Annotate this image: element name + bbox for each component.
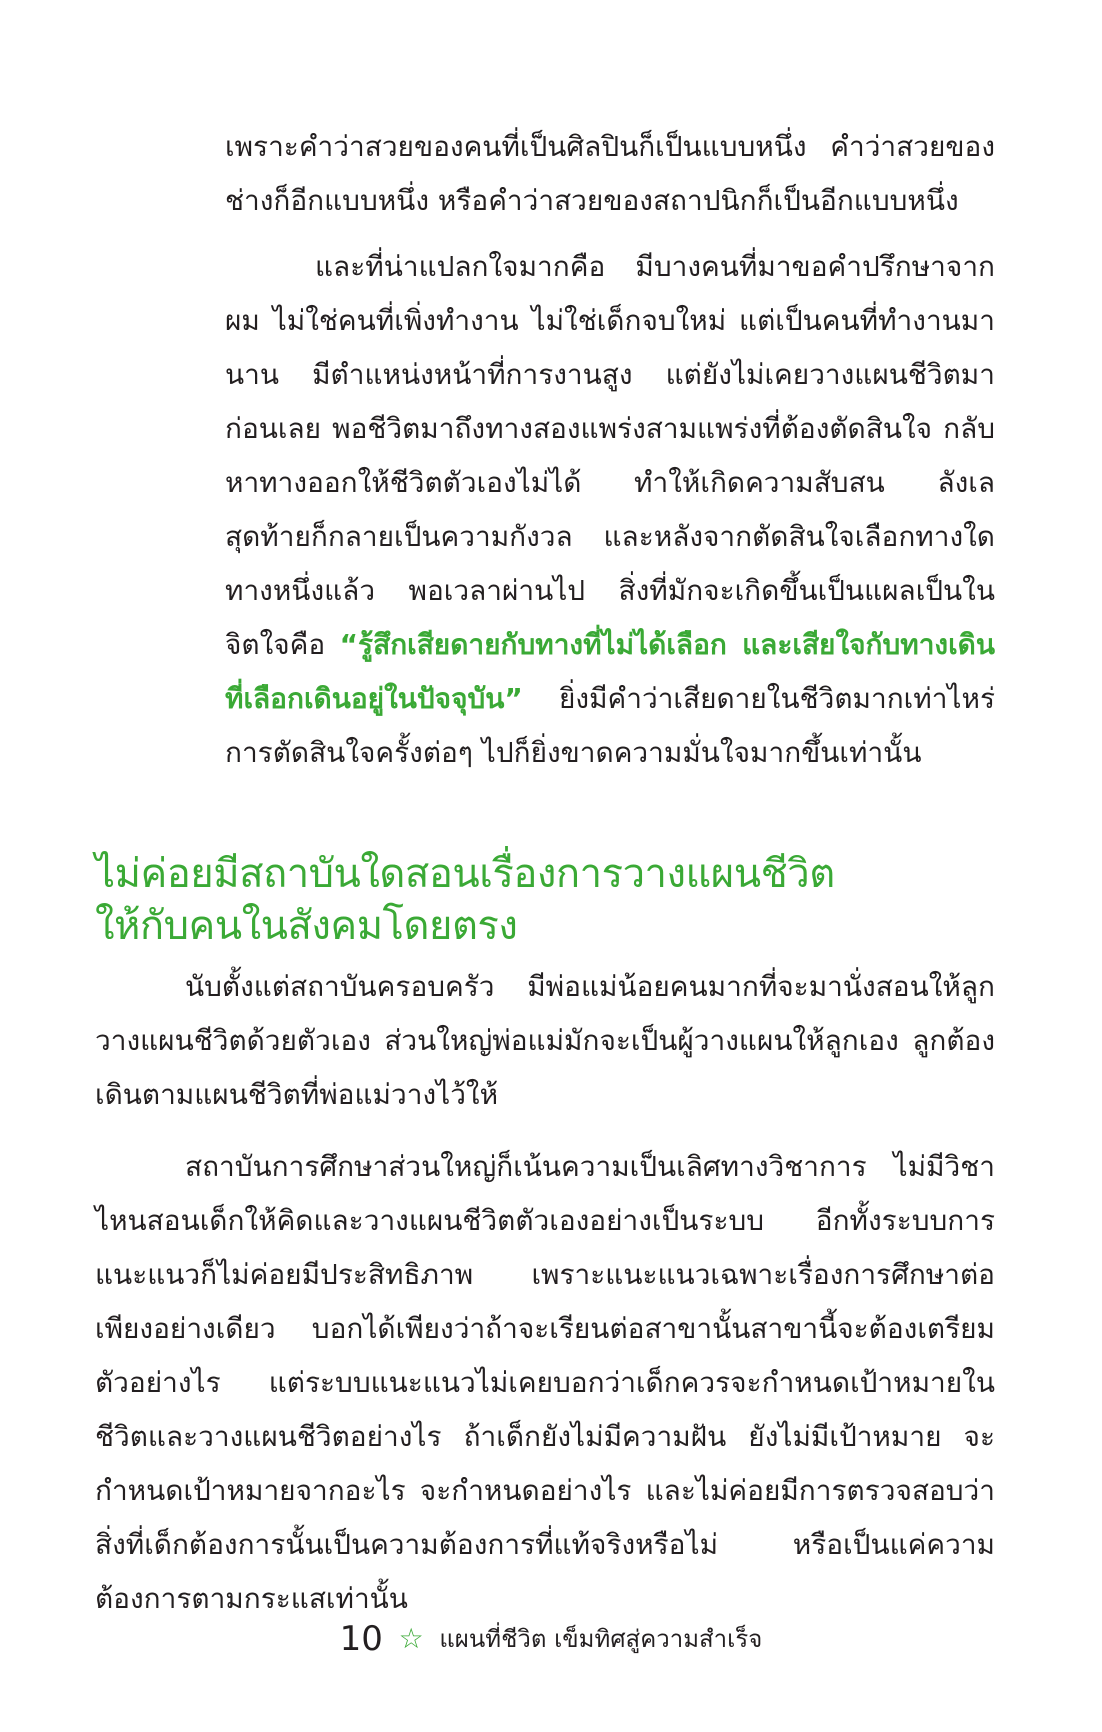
paragraph-second xyxy=(225,240,995,780)
star-icon: ☆ xyxy=(398,1622,424,1655)
paragraph-intro: เพราะคำว่าสวยของคนที่เป็นศิลปินก็เป็นแบบหนึ่ง คำว่าสวยของช่างก็อีกแบบหนึ่ง หรือคำว่าสวยของสถาปนิกก็เป็นอีกแบบหนึ่ง xyxy=(225,130,995,217)
paragraph-third: นับตั้งแต่สถาบันครอบครัว มีพ่อแม่น้อยคนมากที่จะมานั่งสอนให้ลูกวางแผนชีวิตด้วยตัวเอง ส่วนใหญ่พ่อแม่มักจะเป็นผู้วางแผนให้ลูกเอง ลูกต้องเดินตามแผนชีวิตที่พ่อแม่วางไว้ให้ xyxy=(95,970,995,1111)
highlighted-quote: “รู้สึกเสียดายกับทางที่ไม่ได้เลือก และเสียใจกับทางเดินที่เลือกเดินอยู่ในปัจจุบัน” xyxy=(225,628,995,715)
paragraph-fourth: สถาบันการศึกษาส่วนใหญ่ก็เน้นความเป็นเลิศทางวิชาการ ไม่มีวิชาไหนสอนเด็กให้คิดและวางแผนชีวิตตัวเองอย่างเป็นระบบ อีกทั้งระบบการแนะแนวก็ไม่ค่อยมีประสิทธิภาพ เพราะแนะแนวเฉพาะเรื่องการศึกษาต่อเพียงอย่างเดียว บอกได้เพียงว่าถ้าจะเรียนต่อสาขานั้นสาขานี้จะต้องเตรียมตัวอย่างไร แต่ระบบแนะแนวไม่เคยบอกว่าเด็กควรจะกำหนดเป้าหมายในชีวิตและวางแผนชีวิตอย่างไร ถ้าเด็กยังไม่มีความฝัน ยังไม่มีเป้าหมาย จะกำหนดเป้าหมายจากอะไร จะกำหนดอย่างไร และไม่ค่อยมีการตรวจสอบว่าสิ่งที่เด็กต้องการนั้นเป็นความต้องการที่แท้จริงหรือไม่ หรือเป็นแค่ความต้องการตามกระแสเท่านั้น xyxy=(95,1150,995,1615)
paragraph-second-text-after: ยิ่งมีคำว่าเสียดายในชีวิตมากเท่าไหร่ การตัดสินใจครั้งต่อๆ ไปก็ยิ่งขาดความมั่นใจมากขึ้นเท่านั้น xyxy=(225,682,995,769)
section-heading-line-1: ไม่ค่อยมีสถาบันใดสอนเรื่องการวางแผนชีวิต xyxy=(95,851,835,897)
page-number: 10 xyxy=(339,1619,383,1659)
book-title: แผนที่ชีวิต เข็มทิศสู่ความสำเร็จ xyxy=(439,1625,763,1653)
section-heading xyxy=(95,848,995,952)
page-footer xyxy=(0,1618,1102,1659)
paragraph-second-text-before: และที่น่าแปลกใจมากคือ มีบางคนที่มาขอคำปรึกษาจากผม ไม่ใช่คนที่เพิ่งทำงาน ไม่ใช่เด็กจบใหม่ แต่เป็นคนที่ทำงานมานาน มีตำแหน่งหน้าที่การงานสูง แต่ยังไม่เคยวางแผนชีวิตมาก่อนเลย พอชีวิตมาถึงทางสองแพร่งสามแพร่งที่ต้องตัดสินใจ กลับหาทางออกให้ชีวิตตัวเองไม่ได้ ทำให้เกิดความสับสน ลังเล สุดท้ายก็กลายเป็นความกังวล และหลังจากตัดสินใจเลือกทางใดทางหนึ่งแล้ว พอเวลาผ่านไป สิ่งที่มักจะเกิดขึ้นเป็นแผลเป็นในจิตใจคือ xyxy=(225,250,995,661)
section-heading-line-2: ให้กับคนในสังคมโดยตรง xyxy=(95,903,518,949)
